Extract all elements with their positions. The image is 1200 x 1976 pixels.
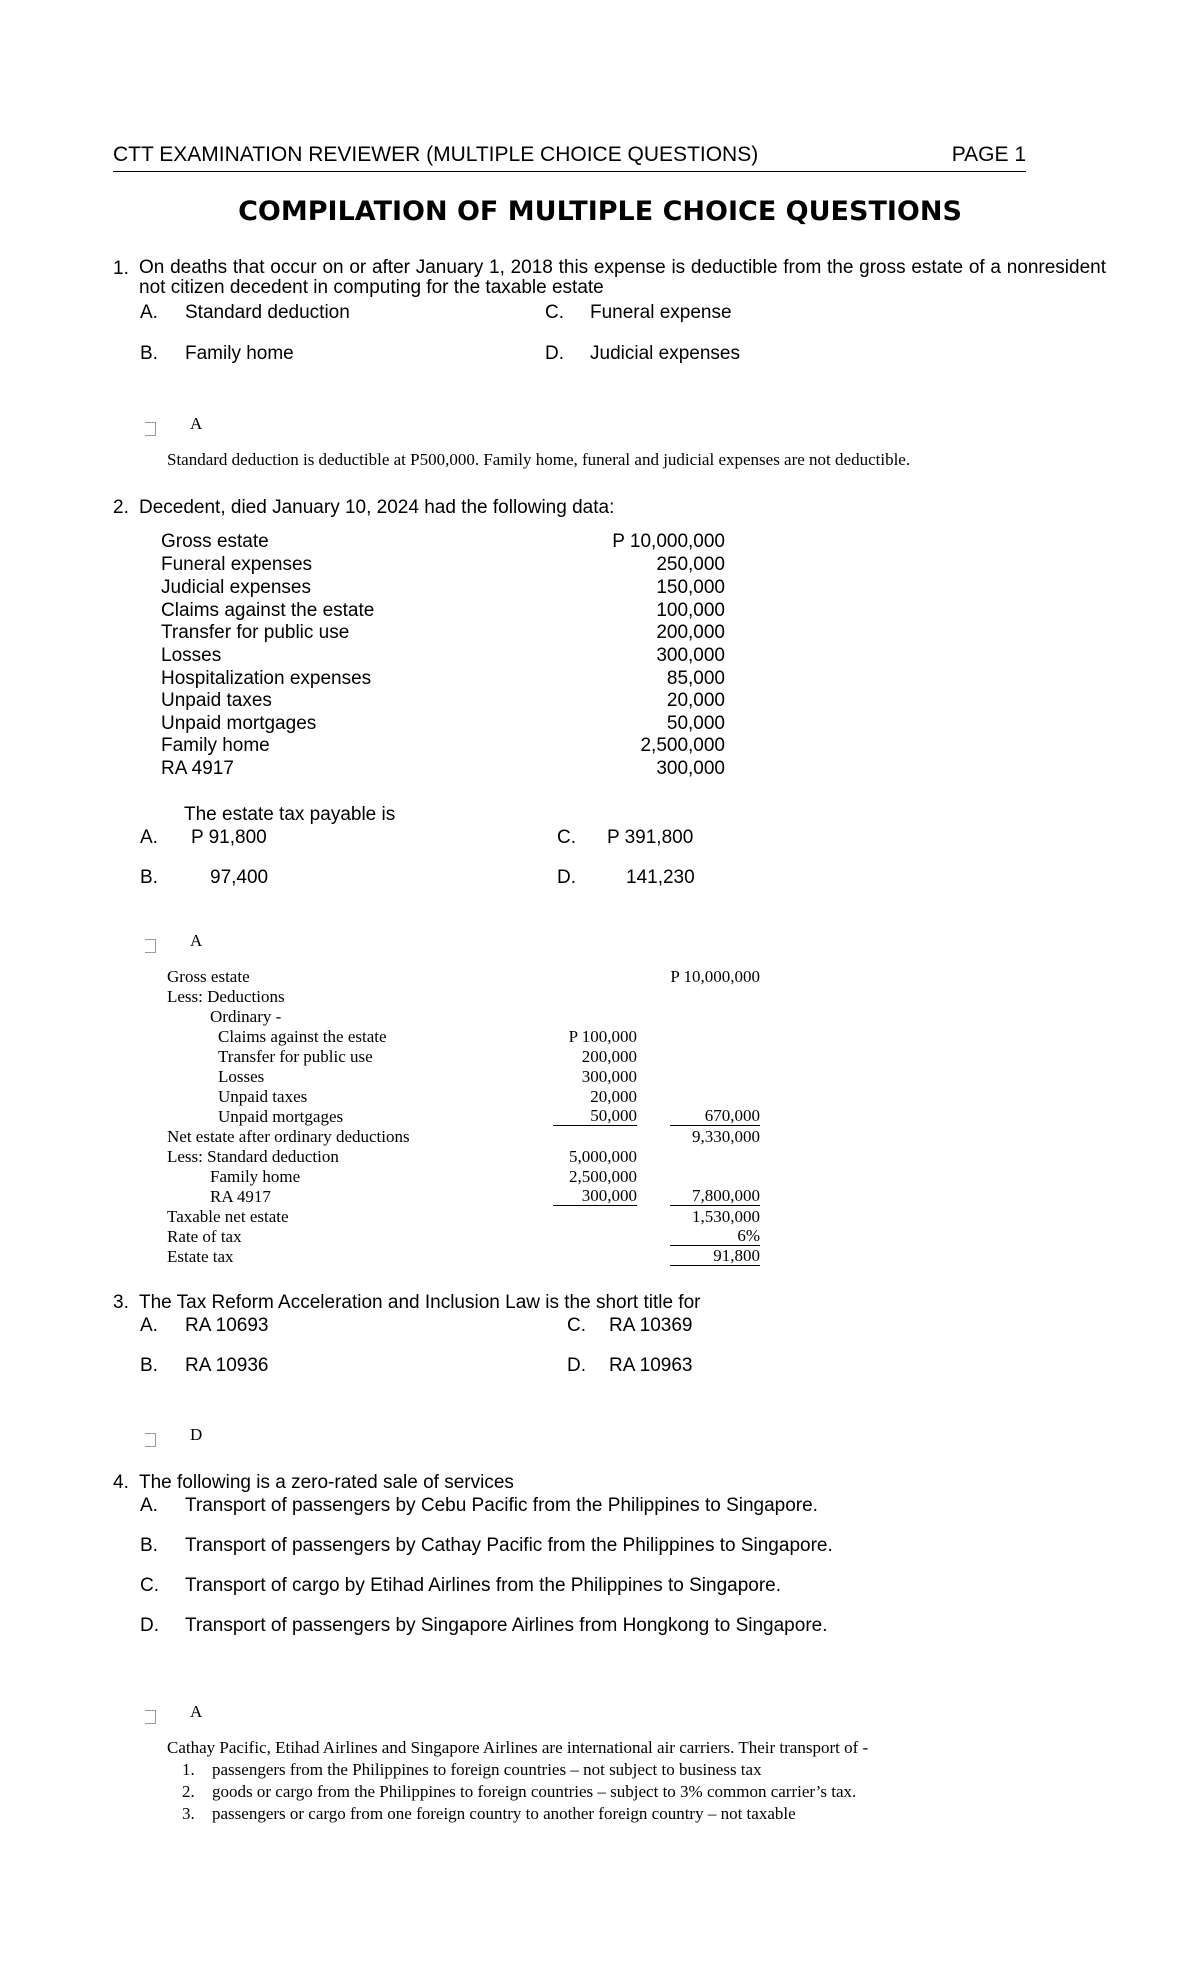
option-letter: D. <box>140 1615 159 1636</box>
option-letter: A. <box>140 1315 158 1336</box>
solution-label: Transfer for public use <box>218 1047 373 1066</box>
option-letter: C. <box>557 827 576 848</box>
point-number: 1. <box>182 1760 195 1779</box>
solution-label: Unpaid taxes <box>218 1087 308 1106</box>
data-label: RA 4917 <box>161 758 234 779</box>
data-label: Unpaid mortgages <box>161 713 317 734</box>
solution-value: P 100,000 <box>568 1027 637 1046</box>
answer-letter: D <box>190 1425 203 1444</box>
option-letter: D. <box>557 867 576 888</box>
option-text: P 391,800 <box>607 827 694 848</box>
solution-label: Taxable net estate <box>167 1207 289 1226</box>
option-letter: B. <box>140 343 158 364</box>
option-letter: C. <box>567 1315 586 1336</box>
option-letter: A. <box>140 1495 158 1516</box>
answer-checkbox-icon <box>145 1710 156 1724</box>
answer-letter: A <box>190 1702 203 1721</box>
option-text: P 91,800 <box>191 827 267 848</box>
option-text: RA 10963 <box>609 1355 693 1376</box>
data-value: 85,000 <box>666 668 725 689</box>
data-label: Funeral expenses <box>161 554 313 575</box>
option-letter: D. <box>567 1355 586 1376</box>
data-label: Family home <box>161 735 270 756</box>
option-text: Transport of passengers by Cathay Pacific from the Philippines to Singapore. <box>185 1535 833 1556</box>
option-text: Transport of cargo by Etihad Airlines from the Philippines to Singapore. <box>185 1575 782 1596</box>
data-label: Judicial expenses <box>161 577 311 598</box>
explanation-text: Cathay Pacific, Etihad Airlines and Singapore Airlines are international air carriers. Their transport of - <box>167 1738 869 1757</box>
option-letter: A. <box>140 302 158 323</box>
option-text: 141,230 <box>626 867 695 888</box>
solution-label: Claims against the estate <box>218 1027 387 1046</box>
data-label: Transfer for public use <box>161 622 350 643</box>
solution-total: 7,800,000 <box>670 1187 760 1206</box>
option-text: RA 10369 <box>609 1315 693 1336</box>
solution-label: Net estate after ordinary deductions <box>167 1127 410 1146</box>
solution-label: Family home <box>210 1167 301 1186</box>
solution-label: Rate of tax <box>167 1227 242 1246</box>
solution-label: Unpaid mortgages <box>218 1107 344 1126</box>
option-text: Standard deduction <box>185 302 350 323</box>
answer-letter: A <box>190 414 203 433</box>
data-value: 300,000 <box>656 645 725 666</box>
solution-label: Less: Deductions <box>167 987 285 1006</box>
solution-value: 1,530,000 <box>692 1207 760 1226</box>
option-text: 97,400 <box>210 867 269 888</box>
data-value: 2,500,000 <box>640 735 725 756</box>
answer-checkbox-icon <box>145 422 156 436</box>
option-letter: A. <box>140 827 158 848</box>
option-letter: B. <box>140 867 158 888</box>
solution-value: 5,000,000 <box>569 1147 637 1166</box>
question-prompt: The estate tax payable is <box>184 804 396 825</box>
option-text: Transport of passengers by Cebu Pacific from the Philippines to Singapore. <box>185 1495 818 1516</box>
solution-value: 91,800 <box>670 1247 760 1266</box>
point-text: goods or cargo from the Philippines to foreign countries – subject to 3% common carrier’s tax. <box>212 1782 857 1801</box>
question-text: The Tax Reform Acceleration and Inclusion Law is the short title for <box>139 1292 701 1313</box>
question-text: Decedent, died January 10, 2024 had the following data: <box>139 497 615 518</box>
data-value: 20,000 <box>666 690 725 711</box>
data-value: 300,000 <box>656 758 725 779</box>
data-value: 250,000 <box>656 554 725 575</box>
solution-label: Estate tax <box>167 1247 234 1266</box>
solution-value: 300,000 <box>581 1067 637 1086</box>
solution-value: 9,330,000 <box>692 1127 760 1146</box>
page-header <box>113 143 1026 172</box>
page-number: PAGE 1 <box>951 143 1026 166</box>
solution-label: Ordinary - <box>210 1007 282 1026</box>
solution-value: 2,500,000 <box>569 1167 637 1186</box>
option-text: RA 10693 <box>185 1315 269 1336</box>
point-text: passengers from the Philippines to foreign countries – not subject to business tax <box>212 1760 762 1779</box>
data-value: 100,000 <box>656 600 725 621</box>
data-label: Claims against the estate <box>161 600 375 621</box>
option-text: Judicial expenses <box>590 343 740 364</box>
solution-label: Losses <box>218 1067 265 1086</box>
answer-checkbox-icon <box>145 1433 156 1447</box>
answer-checkbox-icon <box>145 939 156 953</box>
solution-value: 6% <box>670 1227 760 1246</box>
explanation-text: Standard deduction is deductible at P500,000. Family home, funeral and judicial expenses are not deductible. <box>167 450 911 469</box>
document-title: COMPILATION OF MULTIPLE CHOICE QUESTIONS <box>238 196 962 227</box>
data-value: 150,000 <box>656 577 725 598</box>
data-label: Unpaid taxes <box>161 690 272 711</box>
question-number: 2. <box>113 497 129 518</box>
data-label: Losses <box>161 645 222 666</box>
option-text: Funeral expense <box>590 302 732 323</box>
option-text: Family home <box>185 343 294 364</box>
point-text: passengers or cargo from one foreign country to another foreign country – not taxable <box>212 1804 796 1823</box>
answer-letter: A <box>190 931 203 950</box>
data-value: 50,000 <box>666 713 725 734</box>
question-number: 4. <box>113 1472 129 1493</box>
option-text: Transport of passengers by Singapore Airlines from Hongkong to Singapore. <box>185 1615 828 1636</box>
option-letter: D. <box>545 343 564 364</box>
point-number: 3. <box>182 1804 195 1823</box>
solution-label: Gross estate <box>167 967 250 986</box>
solution-value: 300,000 <box>553 1187 637 1206</box>
data-value: 200,000 <box>656 622 725 643</box>
question-text: The following is a zero-rated sale of services <box>139 1472 514 1493</box>
solution-value: P 10,000,000 <box>670 967 760 986</box>
option-letter: C. <box>545 302 564 323</box>
question-number: 1. <box>113 258 129 279</box>
solution-total: 670,000 <box>670 1107 760 1126</box>
question-text: On deaths that occur on or after January 1, 2018 this expense is deductible from the gross estate of a nonresident not citizen decedent in computing for the taxable estate <box>139 257 1106 298</box>
option-letter: B. <box>140 1355 158 1376</box>
data-value: P 10,000,000 <box>612 531 725 552</box>
solution-label: Less: Standard deduction <box>167 1147 339 1166</box>
solution-value: 50,000 <box>553 1107 637 1126</box>
option-text: RA 10936 <box>185 1355 269 1376</box>
solution-label: RA 4917 <box>210 1187 271 1206</box>
data-label: Hospitalization expenses <box>161 668 372 689</box>
option-letter: C. <box>140 1575 159 1596</box>
option-letter: B. <box>140 1535 158 1556</box>
data-label: Gross estate <box>161 531 269 552</box>
question-number: 3. <box>113 1292 129 1313</box>
solution-value: 200,000 <box>581 1047 637 1066</box>
solution-value: 20,000 <box>590 1087 637 1106</box>
header-title: CTT EXAMINATION REVIEWER (MULTIPLE CHOICE QUESTIONS) <box>113 143 759 166</box>
point-number: 2. <box>182 1782 195 1801</box>
